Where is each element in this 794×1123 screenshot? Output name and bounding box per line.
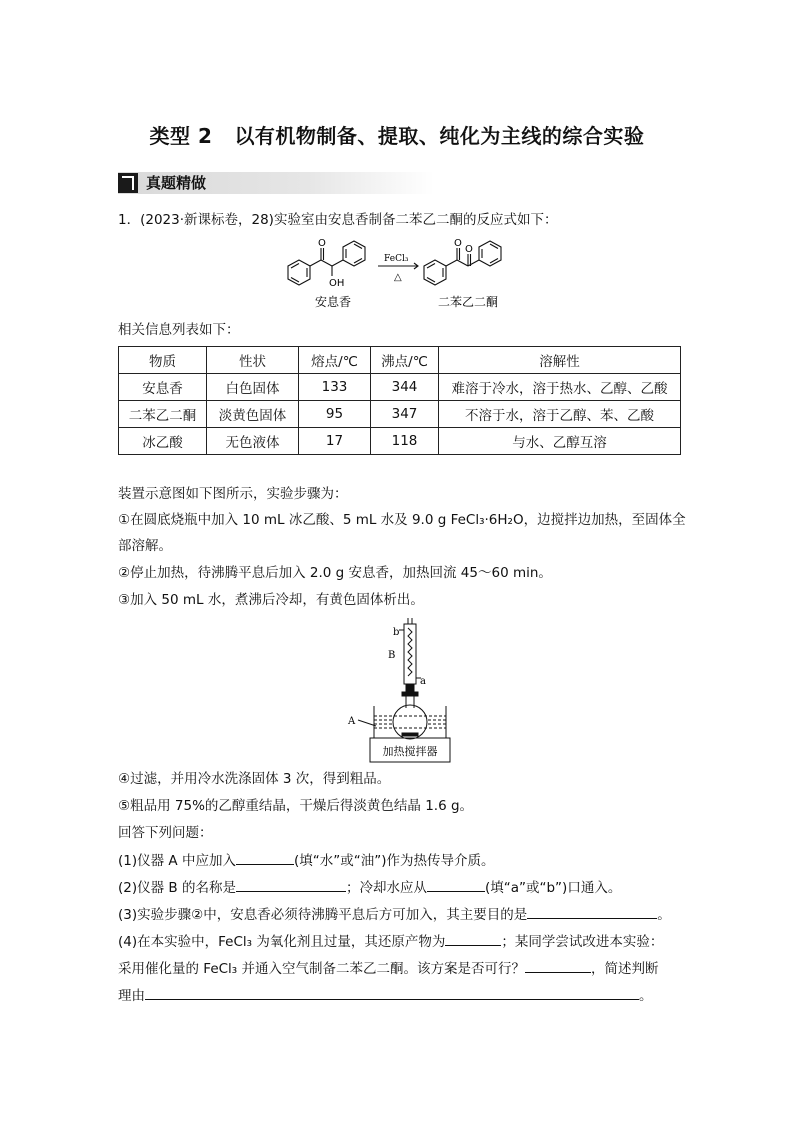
question-3-text-2: 。: [657, 907, 671, 923]
table-row: [119, 428, 681, 455]
step-2: ②停止加热，待沸腾平息后加入 2.0 g 安息香，加热回流 45～60 min。: [118, 565, 552, 581]
table-cell: 安息香: [119, 374, 207, 401]
question-4-line-2-text-2: ，简述判断: [591, 961, 659, 977]
condition-label: △: [394, 272, 402, 283]
info-table: [118, 346, 681, 455]
question-4-line-3-text: 理由: [118, 988, 145, 1004]
oxygen-label: O: [465, 244, 473, 255]
table-header: 沸点/℃: [371, 347, 439, 374]
question-1: [118, 850, 494, 871]
table-cell: 冰乙酸: [119, 428, 207, 455]
label-B: B: [388, 650, 396, 661]
answer-blank[interactable]: [525, 958, 591, 973]
question-4-line-1: [118, 931, 663, 952]
question-4-text-2: ；某同学尝试改进本实验：: [501, 934, 664, 950]
answer-blank[interactable]: [445, 931, 501, 946]
question-4-line-3-text-2: 。: [639, 988, 653, 1004]
answer-blank[interactable]: [527, 904, 657, 919]
oxygen-label: O: [318, 238, 326, 249]
reaction-scheme: [280, 236, 510, 312]
step-5: ⑤粗品用 75%的乙醇重结晶，干燥后得淡黄色结晶 1.6 g。: [118, 798, 474, 814]
table-header-row: [119, 347, 681, 374]
question-4-line-2-text: 采用催化量的 FeCl₃ 并通入空气制备二苯乙二酮。该方案是否可行？: [118, 961, 526, 977]
table-cell: 不溶于水，溶于乙醇、苯、乙酸: [439, 401, 681, 428]
product-name: 二苯乙二酮: [438, 295, 499, 309]
question-4-text: (4)在本实验中，FeCl₃ 为氧化剂且过量，其还原产物为: [118, 934, 446, 950]
answer-blank[interactable]: [236, 850, 294, 865]
section-header: [118, 172, 434, 194]
table-cell: 95: [299, 401, 371, 428]
label-a: a: [420, 676, 426, 687]
answer-intro: 回答下列问题：: [118, 825, 213, 841]
question-1-text-2: (填“水”或“油”)作为热传导介质。: [293, 853, 495, 869]
table-cell: 344: [371, 374, 439, 401]
table-cell: 133: [299, 374, 371, 401]
step-1-line-1: ①在圆底烧瓶中加入 10 mL 冰乙酸、5 mL 水及 9.0 g FeCl₃·6H₂O，边搅拌边加热，至固体全: [118, 512, 686, 528]
step-1-line-2: 部溶解。: [118, 538, 172, 554]
reactant-name: 安息香: [315, 295, 352, 309]
table-cell: 118: [371, 428, 439, 455]
question-3: [118, 904, 671, 925]
table-header: 性状: [207, 347, 299, 374]
answer-blank[interactable]: [236, 877, 346, 892]
page-title: [0, 120, 794, 149]
table-cell: 347: [371, 401, 439, 428]
question-2-text: (2)仪器 B 的名称是: [118, 880, 236, 896]
table-intro: 相关信息列表如下：: [118, 322, 240, 338]
section-number-icon: [118, 173, 138, 193]
question-4-line-3: [118, 985, 653, 1006]
stirrer-label: 加热搅拌器: [382, 745, 438, 758]
question-2-text-2: ；冷却水应从: [345, 880, 427, 896]
table-header: 物质: [119, 347, 207, 374]
step-3: ③加入 50 mL 水，煮沸后冷却，有黄色固体析出。: [118, 592, 424, 608]
table-header: 熔点/℃: [299, 347, 371, 374]
table-header: 溶解性: [439, 347, 681, 374]
answer-blank[interactable]: [427, 877, 485, 892]
table-cell: 淡黄色固体: [207, 401, 299, 428]
title-text: 以有机物制备、提取、纯化为主线的综合实验: [234, 124, 645, 148]
table-cell: 难溶于冷水，溶于热水、乙醇、乙酸: [439, 374, 681, 401]
question-intro: 1．(2023·新课标卷，28)实验室由安息香制备二苯乙二酮的反应式如下：: [118, 212, 558, 228]
steps-intro: 装置示意图如下图所示，实验步骤为：: [118, 486, 348, 502]
label-b: b: [393, 627, 400, 638]
reagent-label: FeCl₃: [384, 254, 409, 264]
question-2: [118, 877, 621, 898]
oxygen-label: O: [454, 238, 462, 249]
table-cell: 白色固体: [207, 374, 299, 401]
question-1-text: (1)仪器 A 中应加入: [118, 853, 236, 869]
hydroxyl-label: OH: [329, 278, 345, 289]
title-type: 类型 2: [149, 124, 213, 148]
table-row: [119, 401, 681, 428]
apparatus-diagram: [346, 616, 456, 764]
table-cell: 二苯乙二酮: [119, 401, 207, 428]
table-cell: 与水、乙醇互溶: [439, 428, 681, 455]
table-cell: 17: [299, 428, 371, 455]
answer-blank[interactable]: [145, 985, 639, 1000]
question-4-line-2: [118, 958, 659, 979]
question-3-text: (3)实验步骤②中，安息香必须待沸腾平息后方可加入，其主要目的是: [118, 907, 528, 923]
question-2-text-3: (填“a”或“b”)口通入。: [484, 880, 622, 896]
table-row: [119, 374, 681, 401]
step-4: ④过滤，并用冷水洗涤固体 3 次，得到粗品。: [118, 771, 391, 787]
label-A: A: [348, 716, 356, 727]
table-cell: 无色液体: [207, 428, 299, 455]
section-label: 真题精做: [146, 174, 207, 192]
